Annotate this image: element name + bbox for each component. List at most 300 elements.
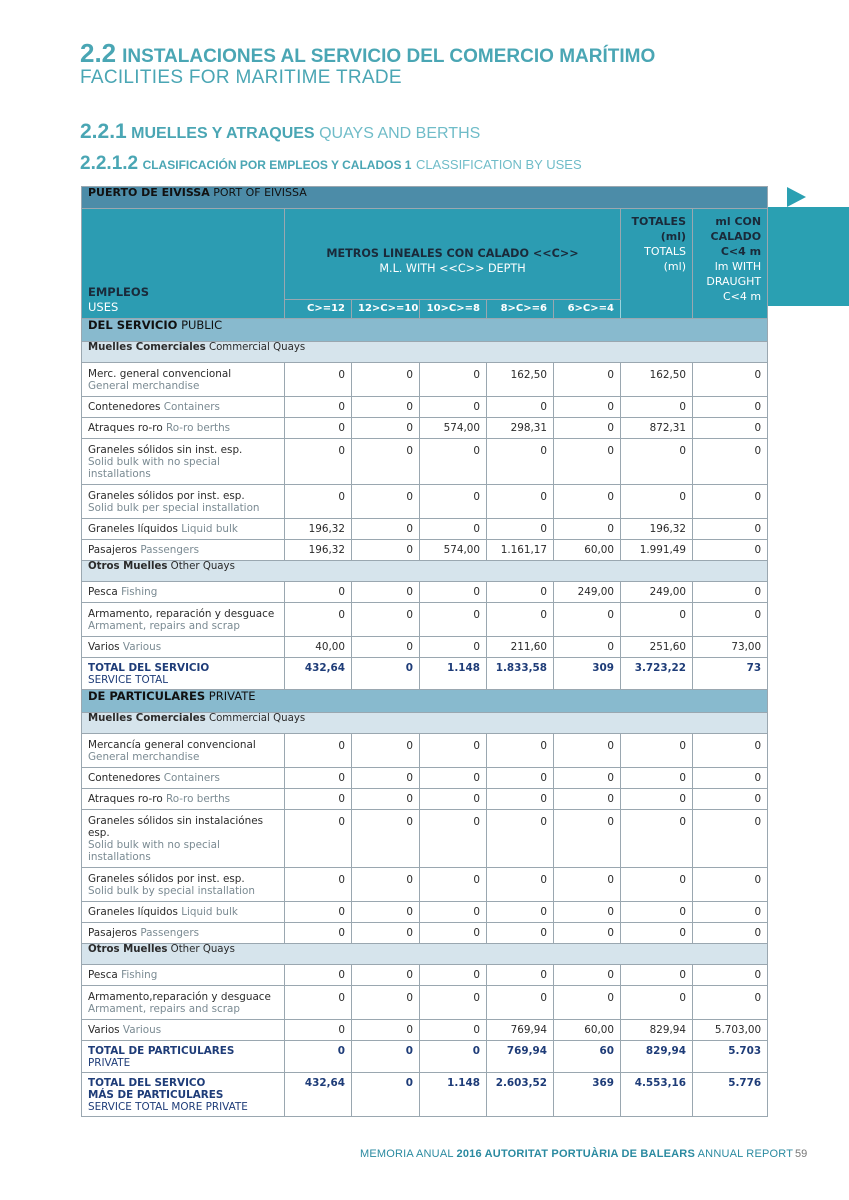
row-label [82, 363, 285, 397]
table-row [82, 485, 768, 519]
uses-header-es: EMPLEOS [88, 285, 149, 299]
port-name-en: PORT OF EIVISSA [213, 186, 307, 199]
table-row [82, 986, 768, 1020]
row-label [82, 868, 285, 902]
table-cell: 0 [420, 789, 487, 810]
table-cell: 0 [554, 418, 621, 439]
group-header-row [82, 342, 768, 363]
table-cell: 249,00 [621, 582, 693, 603]
table-cell: 0 [352, 582, 420, 603]
table-cell: 0 [285, 768, 352, 789]
depth-header-en: M.L. WITH <<C>> DEPTH [379, 262, 526, 275]
row-label [82, 540, 285, 561]
table-cell: 0 [352, 439, 420, 485]
row-label-es: Pesca [88, 969, 118, 981]
row-label-en: General merchandise [88, 380, 200, 392]
row-label [82, 1020, 285, 1041]
subsection-title-en: QUAYS AND BERTHS [319, 125, 481, 142]
subsection-title-es: MUELLES Y ATRAQUES [131, 125, 315, 142]
table-row [82, 363, 768, 397]
table-cell: 0 [352, 603, 420, 637]
table-cell: 0 [487, 485, 554, 519]
table-cell: 0 [352, 986, 420, 1020]
table-cell: 0 [621, 868, 693, 902]
table-cell: 0 [621, 485, 693, 519]
row-label-es: Graneles sólidos por inst. esp. [88, 873, 245, 885]
total-cell: 4.553,16 [621, 1073, 693, 1117]
section-title-es: DE PARTICULARES [88, 689, 206, 703]
table-cell: 0 [621, 965, 693, 986]
row-label [82, 734, 285, 768]
table-cell: 0 [352, 540, 420, 561]
table-cell: 0 [420, 868, 487, 902]
row-label-es: Atraques ro-ro [88, 422, 163, 434]
row-label-es: Atraques ro-ro [88, 793, 163, 805]
table-cell: 0 [420, 734, 487, 768]
table-cell: 0 [554, 397, 621, 418]
depth-col-header: 8>C>=6 [487, 300, 554, 319]
total-cell: 1.148 [420, 658, 487, 690]
table-cell: 73,00 [693, 637, 768, 658]
total-cell: 432,64 [285, 658, 352, 690]
table-cell: 0 [693, 519, 768, 540]
table-row [82, 540, 768, 561]
row-label-es: Varios [88, 641, 120, 653]
row-label-es: Graneles sólidos sin inst. esp. [88, 444, 243, 456]
total-label [82, 658, 285, 690]
depth-col-header: 6>C>=4 [554, 300, 621, 319]
table-cell: 0 [554, 923, 621, 944]
table-row [82, 637, 768, 658]
table-cell: 0 [420, 439, 487, 485]
table-cell: 0 [285, 810, 352, 868]
row-label-es: Graneles líquidos [88, 523, 178, 535]
table-row [82, 418, 768, 439]
total-cell: 1.833,58 [487, 658, 554, 690]
table-cell: 0 [487, 965, 554, 986]
total-row [82, 1041, 768, 1073]
table-cell: 0 [285, 485, 352, 519]
table-row [82, 603, 768, 637]
row-label-en: Ro-ro berths [166, 422, 231, 434]
side-tab [767, 207, 849, 306]
table-row [82, 768, 768, 789]
table-cell: 0 [285, 734, 352, 768]
row-label [82, 789, 285, 810]
total-label [82, 1073, 285, 1117]
table-cell: 0 [285, 923, 352, 944]
draught-header [693, 209, 768, 319]
total-label-line: TOTAL DE PARTICULARES [88, 1045, 235, 1057]
table-cell: 0 [352, 965, 420, 986]
table-cell: 0 [621, 603, 693, 637]
table-cell: 0 [693, 485, 768, 519]
table-cell: 0 [285, 418, 352, 439]
table-cell: 0 [420, 637, 487, 658]
table-cell: 0 [621, 810, 693, 868]
total-label [82, 1041, 285, 1073]
header-row-1 [82, 209, 768, 300]
row-label-en: Liquid bulk [181, 523, 238, 535]
table-cell: 0 [693, 868, 768, 902]
table-cell: 0 [420, 603, 487, 637]
table-cell: 0 [420, 363, 487, 397]
table-cell: 0 [693, 540, 768, 561]
table-cell: 0 [554, 439, 621, 485]
table-cell: 0 [352, 519, 420, 540]
row-label-en: Containers [163, 401, 220, 413]
total-cell: 3.723,22 [621, 658, 693, 690]
table-cell: 0 [554, 810, 621, 868]
depth-header [285, 209, 621, 300]
row-label-es: Varios [88, 1024, 120, 1036]
table-cell: 0 [285, 397, 352, 418]
row-label-es: Contenedores [88, 772, 161, 784]
row-label-en: Fishing [121, 969, 158, 981]
total-cell: 369 [554, 1073, 621, 1117]
row-label [82, 965, 285, 986]
table-cell: 0 [621, 789, 693, 810]
table-cell: 0 [285, 965, 352, 986]
uses-header [82, 209, 285, 319]
table-row [82, 439, 768, 485]
group-header-row [82, 713, 768, 734]
table-cell: 0 [693, 439, 768, 485]
table-cell: 0 [621, 923, 693, 944]
table-cell: 0 [621, 397, 693, 418]
row-label-es: Pasajeros [88, 544, 138, 556]
section-title-en: PRIVATE [208, 689, 256, 703]
total-label-line: TOTAL DEL SERVICO [88, 1077, 206, 1089]
table-cell: 0 [621, 439, 693, 485]
table-cell: 249,00 [554, 582, 621, 603]
group-title-es: Muelles Comerciales [88, 342, 206, 353]
table-cell: 0 [693, 603, 768, 637]
section-header-row [82, 319, 768, 342]
table-cell: 0 [554, 734, 621, 768]
group-title-en: Other Quays [170, 561, 235, 572]
row-label-en: Fishing [121, 586, 158, 598]
table-cell: 0 [487, 582, 554, 603]
table-cell: 0 [487, 603, 554, 637]
row-label-en: Liquid bulk [181, 906, 238, 918]
table-cell: 0 [352, 734, 420, 768]
table-cell: 0 [487, 734, 554, 768]
total-row [82, 1073, 768, 1117]
table-cell: 0 [352, 1020, 420, 1041]
table-cell: 196,32 [285, 540, 352, 561]
table-cell: 0 [487, 397, 554, 418]
uses-header-en: USES [88, 300, 119, 314]
table-row [82, 789, 768, 810]
table-cell: 0 [693, 582, 768, 603]
row-label [82, 810, 285, 868]
depth-header-es: METROS LINEALES CON CALADO <<C>> [326, 247, 579, 260]
table-cell: 298,31 [487, 418, 554, 439]
table-cell: 0 [285, 603, 352, 637]
row-label [82, 519, 285, 540]
row-label [82, 418, 285, 439]
table-cell: 0 [420, 768, 487, 789]
subsubsection-title-es: CLASIFICACIÓN POR EMPLEOS Y CALADOS 1 [142, 158, 412, 172]
table-cell: 0 [285, 789, 352, 810]
table-row [82, 519, 768, 540]
total-label-line: MÁS DE PARTICULARES [88, 1089, 224, 1101]
row-label-es: Pasajeros [88, 927, 138, 939]
uses-table [81, 186, 768, 1117]
group-title-en: Commercial Quays [208, 342, 306, 353]
table-cell: 769,94 [487, 1020, 554, 1041]
depth-col-header: C>=12 [285, 300, 352, 319]
subsubsection-number: 2.2.1.2 [80, 153, 139, 174]
row-label [82, 485, 285, 519]
table-cell: 872,31 [621, 418, 693, 439]
table-cell: 5.703,00 [693, 1020, 768, 1041]
table-cell: 60,00 [554, 1020, 621, 1041]
row-label [82, 582, 285, 603]
table-row [82, 810, 768, 868]
table-row [82, 923, 768, 944]
row-label-es: Merc. general convencional [88, 368, 232, 380]
table-row [82, 965, 768, 986]
section-header-row [82, 690, 768, 713]
table-cell: 196,32 [621, 519, 693, 540]
section-number: 2.2 [80, 38, 117, 68]
table-row [82, 868, 768, 902]
total-label-line: SERVICE TOTAL [88, 674, 169, 686]
table-cell: 60,00 [554, 540, 621, 561]
group-title-en: Other Quays [170, 944, 235, 955]
table-cell: 0 [285, 986, 352, 1020]
row-label-es: Graneles líquidos [88, 906, 178, 918]
row-label-en: General merchandise [88, 751, 200, 763]
table-cell: 0 [487, 810, 554, 868]
subsection-number: 2.2.1 [80, 120, 127, 143]
table-cell: 574,00 [420, 540, 487, 561]
table-cell: 0 [487, 768, 554, 789]
footer-bold: 2016 AUTORITAT PORTUÀRIA DE BALEARS [456, 1148, 695, 1160]
table-cell: 0 [487, 986, 554, 1020]
subsubsection-title-en: CLASSIFICATION BY USES [415, 157, 582, 172]
table-row [82, 397, 768, 418]
table-cell: 0 [420, 485, 487, 519]
table-cell: 0 [554, 986, 621, 1020]
table-cell: 0 [285, 902, 352, 923]
total-cell: 829,94 [621, 1041, 693, 1073]
group-title-es: Otros Muelles [88, 561, 168, 572]
row-label [82, 923, 285, 944]
depth-col-header: 10>C>=8 [420, 300, 487, 319]
table-cell: 0 [352, 768, 420, 789]
total-cell: 2.603,52 [487, 1073, 554, 1117]
table-cell: 0 [352, 868, 420, 902]
table-cell: 0 [693, 363, 768, 397]
footer [360, 1148, 793, 1160]
table-cell: 0 [554, 637, 621, 658]
section-heading [80, 38, 655, 89]
row-label-es: Armamento,reparación y desguace [88, 991, 271, 1003]
table-cell: 251,60 [621, 637, 693, 658]
subsection-heading [80, 120, 480, 144]
table-cell: 0 [554, 768, 621, 789]
row-label-en: Containers [163, 772, 220, 784]
section-title-en: FACILITIES FOR MARITIME TRADE [80, 67, 402, 88]
total-cell: 432,64 [285, 1073, 352, 1117]
table-cell: 0 [487, 439, 554, 485]
row-label-es: Graneles sólidos por inst. esp. [88, 490, 245, 502]
total-cell: 769,94 [487, 1041, 554, 1073]
table-cell: 0 [487, 868, 554, 902]
total-cell: 5.703 [693, 1041, 768, 1073]
table-cell: 0 [352, 397, 420, 418]
row-label [82, 986, 285, 1020]
subsubsection-heading [80, 153, 582, 175]
row-label-es: Pesca [88, 586, 118, 598]
row-label [82, 902, 285, 923]
total-cell: 5.776 [693, 1073, 768, 1117]
row-label-es: Armamento, reparación y desguace [88, 608, 275, 620]
table-cell: 1.991,49 [621, 540, 693, 561]
table-row [82, 734, 768, 768]
table-cell: 0 [621, 902, 693, 923]
table-cell: 0 [554, 363, 621, 397]
table-cell: 0 [420, 902, 487, 923]
table-cell: 0 [693, 902, 768, 923]
table-cell: 0 [352, 810, 420, 868]
row-label-en: Passengers [140, 927, 200, 939]
table-cell: 0 [621, 986, 693, 1020]
arrow-right-icon [787, 187, 806, 207]
table-cell: 0 [693, 768, 768, 789]
table-cell: 162,50 [487, 363, 554, 397]
total-cell: 0 [352, 1073, 420, 1117]
table-cell: 0 [352, 902, 420, 923]
port-row [82, 187, 768, 209]
section-title-en: PUBLIC [181, 318, 223, 332]
table-cell: 0 [352, 637, 420, 658]
table-cell: 0 [554, 603, 621, 637]
row-label-es: Mercancía general convencional [88, 739, 256, 751]
table-cell: 0 [352, 418, 420, 439]
table-cell: 0 [420, 582, 487, 603]
table-cell: 1.161,17 [487, 540, 554, 561]
row-label-en: Various [122, 641, 162, 653]
footer-pre: MEMORIA ANUAL [360, 1148, 454, 1160]
footer-post: ANNUAL REPORT [697, 1148, 794, 1160]
table-cell: 574,00 [420, 418, 487, 439]
total-cell: 73 [693, 658, 768, 690]
table-cell: 0 [554, 902, 621, 923]
row-label-en: Armament, repairs and scrap [88, 1003, 240, 1015]
table-cell: 0 [693, 789, 768, 810]
total-cell: 1.148 [420, 1073, 487, 1117]
total-label-line: SERVICE TOTAL MORE PRIVATE [88, 1101, 248, 1113]
total-cell: 309 [554, 658, 621, 690]
table-cell: 0 [487, 519, 554, 540]
table-cell: 0 [693, 986, 768, 1020]
section-title-es: DEL SERVICIO [88, 318, 178, 332]
row-label-en: Solid bulk with no special installations [88, 456, 220, 480]
table-cell: 0 [487, 923, 554, 944]
table-cell: 0 [693, 734, 768, 768]
row-label-es: Graneles sólidos sin instalaciónes esp. [88, 815, 263, 839]
table-cell: 0 [621, 768, 693, 789]
total-label-line: TOTAL DEL SERVICIO [88, 662, 210, 674]
total-cell: 0 [352, 658, 420, 690]
table-cell: 0 [693, 418, 768, 439]
table-cell: 0 [693, 923, 768, 944]
row-label-en: Armament, repairs and scrap [88, 620, 240, 632]
page-number: 59 [795, 1148, 808, 1160]
depth-col-header: 12>C>=10 [352, 300, 420, 319]
table-cell: 0 [487, 789, 554, 810]
table-row [82, 1020, 768, 1041]
table-cell: 0 [554, 868, 621, 902]
row-label-en: Ro-ro berths [166, 793, 231, 805]
group-title-es: Otros Muelles [88, 944, 168, 955]
total-cell: 0 [285, 1041, 352, 1073]
draught-header-en: lm WITH DRAUGHT C<4 m [706, 260, 762, 303]
table-cell: 0 [554, 789, 621, 810]
total-label-line: PRIVATE [88, 1057, 131, 1069]
totals-header-en: TOTALS (ml) [644, 245, 686, 273]
table-cell: 829,94 [621, 1020, 693, 1041]
table-cell: 0 [352, 789, 420, 810]
row-label [82, 603, 285, 637]
table-cell: 0 [693, 397, 768, 418]
group-header-row [82, 561, 768, 582]
table-cell: 0 [352, 923, 420, 944]
row-label [82, 439, 285, 485]
table-cell: 0 [285, 868, 352, 902]
table-cell: 162,50 [621, 363, 693, 397]
table-cell: 0 [554, 965, 621, 986]
table-cell: 0 [285, 582, 352, 603]
table-cell: 0 [352, 485, 420, 519]
total-row [82, 658, 768, 690]
row-label [82, 768, 285, 789]
row-label-en: Solid bulk with no special installations [88, 839, 220, 863]
row-label-en: Solid bulk by special installation [88, 885, 255, 897]
table-cell: 0 [285, 439, 352, 485]
total-cell: 0 [420, 1041, 487, 1073]
totals-header-es: TOTALES (ml) [631, 215, 686, 243]
table-cell: 0 [420, 519, 487, 540]
table-cell: 0 [693, 810, 768, 868]
table-cell: 0 [693, 965, 768, 986]
table-row [82, 902, 768, 923]
group-title-en: Commercial Quays [208, 713, 306, 724]
total-cell: 0 [352, 1041, 420, 1073]
table-cell: 0 [487, 902, 554, 923]
table-cell: 0 [420, 965, 487, 986]
table-cell: 0 [285, 363, 352, 397]
table-cell: 196,32 [285, 519, 352, 540]
row-label-en: Various [122, 1024, 162, 1036]
table-cell: 0 [554, 519, 621, 540]
table-cell: 0 [420, 923, 487, 944]
total-cell: 60 [554, 1041, 621, 1073]
port-name-es: PUERTO DE EIVISSA [88, 186, 210, 199]
table-cell: 0 [352, 363, 420, 397]
table-cell: 211,60 [487, 637, 554, 658]
table-cell: 0 [420, 397, 487, 418]
group-title-es: Muelles Comerciales [88, 713, 206, 724]
row-label-en: Solid bulk per special installation [88, 502, 260, 514]
table-cell: 40,00 [285, 637, 352, 658]
row-label [82, 397, 285, 418]
table-row [82, 582, 768, 603]
